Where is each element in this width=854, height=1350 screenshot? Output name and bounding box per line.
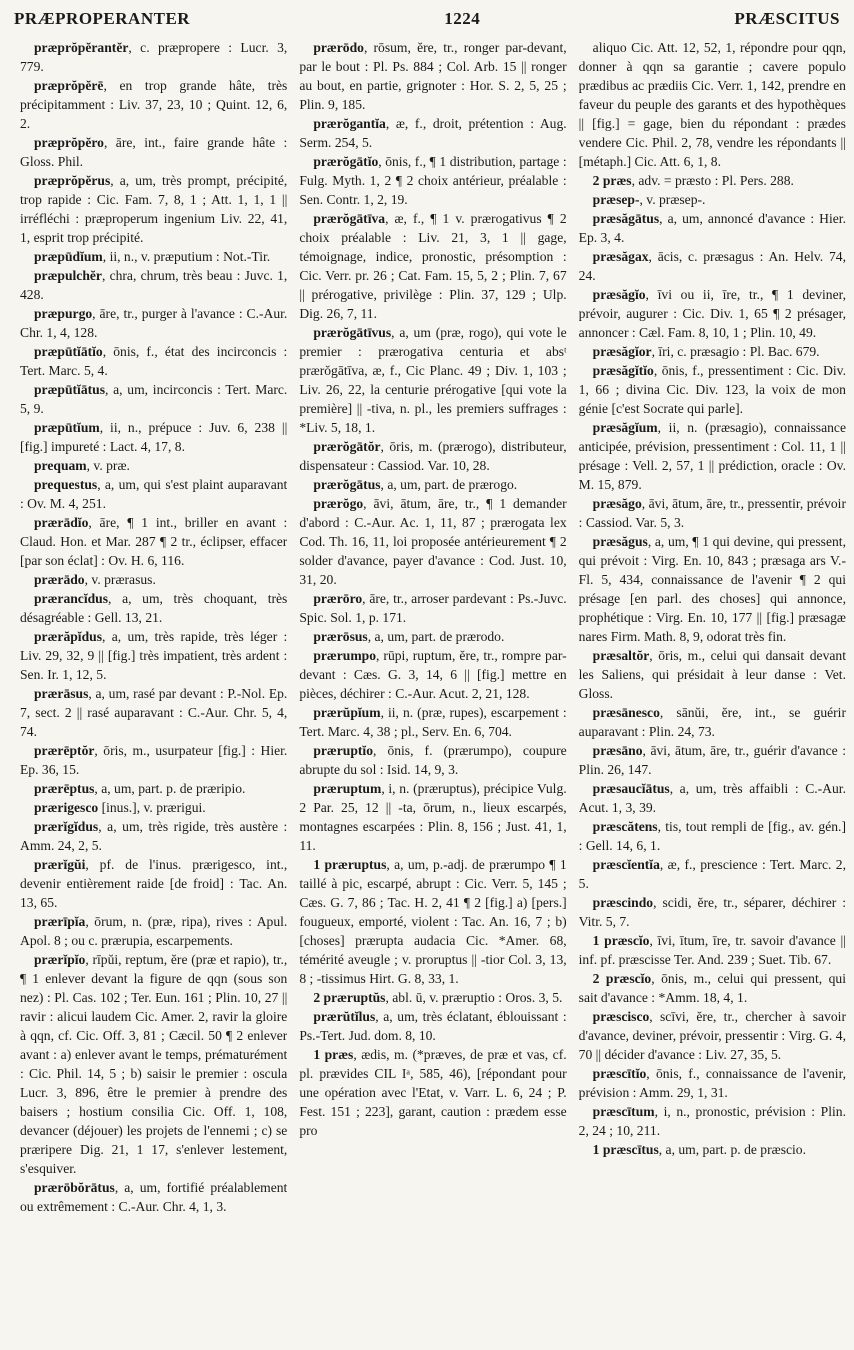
headword: præscĭentĭa xyxy=(592,857,660,872)
dictionary-entry xyxy=(299,1007,566,1045)
entry-definition: , ii, n., v. præputium : Not.-Tir. xyxy=(102,249,271,264)
entry-definition: , ōris, m., usurpateur [fig.] : Hier. Ep. 36, 15. xyxy=(20,743,288,777)
headword: 1 præs xyxy=(313,1047,354,1062)
headword: prærancĭdus xyxy=(34,591,109,606)
headword: prærīpĭa xyxy=(34,914,86,929)
headword: præsāno xyxy=(592,743,643,758)
running-head-left: PRÆPROPERANTER xyxy=(14,9,191,28)
headword: præprŏpĕrantĕr xyxy=(34,40,129,55)
entry-definition: , a, um, très choquant, très désagréable : Gell. 13, 21. xyxy=(20,591,288,625)
page-number: 1224 xyxy=(444,9,481,28)
entry-definition: , āre, ¶ 1 int., briller en avant : Claud. Hon. et Mar. 287 ¶ 2 tr., éclipser, effacer [par son éclat] : Ov. H. 6, 116. xyxy=(20,515,288,568)
entry-definition: , a, um, part. p. de præscio. xyxy=(658,1142,806,1157)
entry-definition: , v. præsep-. xyxy=(639,192,706,207)
dictionary-entry xyxy=(579,494,846,532)
headword: 1 præruptus xyxy=(313,857,387,872)
dictionary-entry xyxy=(299,779,566,855)
entry-definition: , æ, f., ¶ 1 v. prærogativus ¶ 2 choix préalable : Liv. 21, 3, 1 || gage, témoignage, indice, pronostic, présomption : Cic. Verr. pr. 26 ; Cat. Fam. 15, 5, 2 ; Plin. 7, 67 || prérogative, privilège : Plin. 37, 129 ; Ulp. Dig. 26, 7, 11. xyxy=(299,211,567,321)
headword: prærōro xyxy=(313,591,363,606)
headword: 1 præscĭo xyxy=(592,933,650,948)
headword: prærēptus xyxy=(34,781,95,796)
dictionary-entry xyxy=(20,570,287,589)
dictionary-entry xyxy=(299,988,566,1007)
headword: præprŏpĕrus xyxy=(34,173,111,188)
headword: prærăpĭdus xyxy=(34,629,102,644)
headword: prærādĭo xyxy=(34,515,89,530)
dictionary-entry xyxy=(579,703,846,741)
entry-definition: , ācis, c. præsagus : An. Helv. 74, 24. xyxy=(578,249,846,283)
dictionary-entry xyxy=(20,456,287,475)
dictionary-entry xyxy=(579,779,846,817)
entry-definition: , a, um, très éclatant, éblouissant : Ps.-Tert. Jud. dom. 8, 10. xyxy=(299,1009,567,1043)
dictionary-entry xyxy=(299,323,566,437)
entry-definition: , c. præpropere : Lucr. 3, 779. xyxy=(20,40,288,74)
entry-definition: , ōnis, f., ¶ 1 distribution, partage : Fulg. Myth. 1, 2 ¶ 2 choix antérieur, préalable : Sen. Contr. 1, 2, 19. xyxy=(299,154,567,207)
headword: prærŏgātŏr xyxy=(313,439,381,454)
dictionary-entry xyxy=(20,475,287,513)
dictionary-entry xyxy=(299,114,566,152)
entry-definition: , āvi, ātum, āre, tr., guérir d'avance : Plin. 26, 147. xyxy=(578,743,846,777)
dictionary-entry xyxy=(20,247,287,266)
entry-definition: , a, um, très prompt, précipité, trop rapide : Cic. Fam. 7, 8, 1 ; Att. 1, 1, 1 || irréfléchi : præproperum ingenium Liv. 22, 41, 1, esprit trop précipité. xyxy=(20,173,288,245)
entry-definition: , a, um, fortifié préalablement ou extrêmement : C.-Aur. Chr. 4, 1, 3. xyxy=(20,1180,288,1214)
entry-definition: , a, um, ¶ 1 qui devine, qui pressent, qui prévoit : Virg. En. 10, 843 ; præsaga ars V.-Fl. 5, 434, connaissance de l'avenir ¶ 2 qui présage [en parl. des choses] qui annonce, prophétique : Virg. En. 10, 177 || [fig.] præsagæ nares Firm. Math. 8, 9, odorat très fin. xyxy=(578,534,846,644)
dictionary-entry xyxy=(579,38,846,171)
headword: prærigesco xyxy=(34,800,99,815)
entry-definition: , rīpŭi, reptum, ĕre (præ et rapio), tr., ¶ 1 enlever devant la figure de qqn (sous son nez) : Pl. Cas. 102 ; Ter. Eun. 161 ; Plin. 10, 27 || ravir : alicui laudem Cic. Amer. 2, ravir la gloire à qqn, cf. Cic. Off. 3, 81 ; Cæcil. 50 ¶ 2 enlever avant : a) enlever avant le temps, prématurément : Cic. Phil. 14, 5 ; b) saisir le premier : oscula Lucr. 3, 896, être le premier à prendre des baisers ; hostium consilia Cic. Off. 1, 108, devancer (déjouer) les projets de l'ennemi ; c) se præripere Dig. 21, 1 17, s'enlever lestement, s'esquiver. xyxy=(20,952,288,1176)
entry-definition: , ōnis, f. (prærumpo), coupure abrupte du sol : Isid. 14, 9, 3. xyxy=(299,743,567,777)
entry-definition: , ii, n. (præsagio), connaissance anticipée, prévision, pressentiment : Col. 11, 1 || présage : Vell. 2, 57, 1 || prédiction, oracle : Ov. M. 15, 879. xyxy=(578,420,846,492)
headword: prærŏgātīva xyxy=(313,211,386,226)
dictionary-entry xyxy=(20,779,287,798)
entry-definition: , æ, f., prescience : Tert. Marc. 2, 5. xyxy=(578,857,846,891)
dictionary-entry xyxy=(20,513,287,570)
entry-definition: , i, n. (præruptus), précipice Vulg. 2 Par. 25, 12 || -ta, ōrum, n., lieux escarpés, montagnes escarpées : Plin. 8, 156 ; Just. 41, 1, 11. xyxy=(299,781,567,853)
entry-definition: , a, um, incirconcis : Tert. Marc. 5, 9. xyxy=(20,382,288,416)
entry-definition: , scīvi, ĕre, tr., chercher à savoir d'avance, deviner, prévoir, pressentir : Virg. G. 4, 70 || décider d'avance : Liv. 27, 35, 5. xyxy=(578,1009,846,1062)
headword: prequestus xyxy=(34,477,98,492)
dictionary-entry xyxy=(20,741,287,779)
dictionary-entry xyxy=(579,1007,846,1064)
entry-definition: , a, um, annoncé d'avance : Hier. Ep. 3, 4. xyxy=(578,211,846,245)
entry-definition: , a, um, très rigide, très austère : Amm. 24, 2, 5. xyxy=(20,819,288,853)
dictionary-entry xyxy=(299,646,566,703)
headword: præsăgĭtĭo xyxy=(592,363,654,378)
entry-definition: , en trop grande hâte, très précipitamment : Liv. 37, 23, 10 ; Quint. 12, 6, 2. xyxy=(20,78,288,131)
headword: præprŏpĕrē xyxy=(34,78,104,93)
headword: præsăgātus xyxy=(592,211,660,226)
entry-definition: , ōnis, f., connaissance de l'avenir, prévision : Amm. 29, 1, 31. xyxy=(578,1066,846,1100)
dictionary-entry xyxy=(20,950,287,1178)
headword: præscītum xyxy=(592,1104,655,1119)
headword: prærēptŏr xyxy=(34,743,95,758)
dictionary-entry xyxy=(20,798,287,817)
dictionary-entry xyxy=(299,152,566,209)
headword: præsep- xyxy=(592,192,640,207)
headword: prærŭtĭlus xyxy=(313,1009,376,1024)
column-right xyxy=(579,38,846,1344)
entry-definition: , adv. = præsto : Pl. Pers. 288. xyxy=(631,173,794,188)
entry-definition: , v. prærasus. xyxy=(84,572,156,587)
dictionary-entry xyxy=(20,589,287,627)
entry-definition: , a, um, qui s'est plaint auparavant : Ov. M. 4, 251. xyxy=(20,477,288,511)
dictionary-entry xyxy=(20,304,287,342)
entry-definition: , æ, f., droit, prétention : Aug. Serm. 254, 5. xyxy=(299,116,567,150)
dictionary-entry xyxy=(20,266,287,304)
entry-definition: , ōnis, f., état des incirconcis : Tert. Marc. 5, 4. xyxy=(20,344,288,378)
page-header xyxy=(14,6,840,32)
dictionary-entry xyxy=(299,741,566,779)
headword: præprŏpĕro xyxy=(34,135,104,150)
dictionary-entry xyxy=(20,627,287,684)
headword: prærŏgātĭo xyxy=(313,154,379,169)
entry-definition: , pf. de l'inus. prærigesco, int., devenir entièrement raide [de froid] : Tac. An. 13, 65. xyxy=(20,857,288,910)
dictionary-entry xyxy=(299,1045,566,1140)
column-left xyxy=(20,38,287,1344)
headword: prærōsus xyxy=(313,629,368,644)
entry-definition: , āvi, ātum, āre, tr., ¶ 1 demander d'abord : C.-Aur. Ac. 1, 11, 87 ; prærogata lex Cod. Th. 16, 11, loi proposée antérieurement ¶ 2 solder d'avance, payer d'avance : Cod. Just. 10, 31, 20. xyxy=(299,496,567,587)
dictionary-entry xyxy=(579,741,846,779)
entry-definition: , ōrum, n. (præ, ripa), rives : Apul. Apol. 8 ; ou c. prærupia, escarpements. xyxy=(20,914,288,948)
entry-definition: , īvi, ītum, īre, tr. savoir d'avance || inf. pf. præscisse Ter. And. 239 ; Suet. Tib. 67. xyxy=(578,933,846,967)
headword: prærādo xyxy=(34,572,85,587)
headword: præsăgus xyxy=(592,534,648,549)
entry-definition: , ōnis, f., pressentiment : Cic. Div. 1, 66 ; divina Cic. Div. 123, la voix de mon génie [c'est Socrate qui parle]. xyxy=(578,363,846,416)
headword: præscindo xyxy=(592,895,654,910)
dictionary-entry xyxy=(579,209,846,247)
dictionary-entry xyxy=(579,855,846,893)
entry-definition: , a, um, part. p. de præripio. xyxy=(94,781,246,796)
headword: præpurgo xyxy=(34,306,93,321)
dictionary-entry xyxy=(579,1102,846,1140)
dictionary-entry xyxy=(579,931,846,969)
column-middle xyxy=(299,38,566,1344)
dictionary-entry xyxy=(20,76,287,133)
dictionary-entry xyxy=(579,361,846,418)
entry-definition: , rōsum, ĕre, tr., ronger par-devant, par le bout : Pl. Ps. 884 ; Col. Arb. 15 || ronger au bout, en partie, grignoter : Hor. S. 2, 5, 25 ; Plin. 9, 185. xyxy=(299,40,567,112)
entry-definition: , ōnis, m., celui qui pressent, qui sait d'avance : *Amm. 18, 4, 1. xyxy=(578,971,846,1005)
entry-definition: , ii, n., prépuce : Juv. 6, 238 || [fig.] impureté : Lact. 4, 17, 8. xyxy=(20,420,288,454)
headword: 2 præruptŭs xyxy=(313,990,386,1005)
dictionary-entry xyxy=(20,38,287,76)
entry-definition: , āre, tr., arroser pardevant : Ps.-Juvc. Spic. Sol. 1, p. 171. xyxy=(299,591,567,625)
dictionary-entry xyxy=(579,893,846,931)
dictionary-entry xyxy=(579,646,846,703)
headword: prærumpo xyxy=(313,648,377,663)
dictionary-entry xyxy=(20,418,287,456)
headword: præpūtĭātĭo xyxy=(34,344,103,359)
dictionary-entry xyxy=(579,969,846,1007)
entry-definition: , sānŭi, ĕre, int., se guérir auparavant : Plin. 24, 73. xyxy=(578,705,846,739)
headword: præsaltŏr xyxy=(592,648,650,663)
dictionary-entry xyxy=(579,247,846,285)
headword: prærĭgĭdus xyxy=(34,819,99,834)
headword: prærŭpĭum xyxy=(313,705,381,720)
running-head-right: PRÆSCITUS xyxy=(734,9,840,28)
headword: 2 præscĭo xyxy=(592,971,652,986)
headword: præruptĭo xyxy=(313,743,373,758)
headword: 2 præs xyxy=(592,173,632,188)
dictionary-entry xyxy=(299,589,566,627)
headword: præpūtĭum xyxy=(34,420,100,435)
headword: 1 præscītus xyxy=(592,1142,659,1157)
dictionary-entry xyxy=(579,285,846,342)
headword: præsăgĭor xyxy=(592,344,652,359)
entry-definition: , a, um (præ, rogo), qui vote le premier : prærogativa centuria et absᵗ prærŏgātīva, æ, f., Cic Planc. 49 ; Div. 1, 103 ; Liv. 26, 22, la centurie prérogative [qui vote la première] || -tiva, n. pl., les premiers suffrages : *Liv. 5, 18, 1. xyxy=(299,325,567,435)
headword: prequam xyxy=(34,458,87,473)
dictionary-entry xyxy=(299,855,566,988)
dictionary-entry xyxy=(299,703,566,741)
entry-definition: , ōris, m. (prærogo), distributeur, dispensateur : Cassiod. Var. 10, 28. xyxy=(299,439,567,473)
dictionary-entry xyxy=(579,418,846,494)
headword: præsānesco xyxy=(592,705,660,720)
dictionary-entry xyxy=(20,684,287,741)
dictionary-entry xyxy=(579,1140,846,1159)
dictionary-entry xyxy=(20,817,287,855)
headword: prærĭgŭi xyxy=(34,857,86,872)
headword: prærŏgātīvus xyxy=(313,325,392,340)
entry-definition: , īri, c. præsagio : Pl. Bac. 679. xyxy=(651,344,820,359)
entry-definition: , ædis, m. (*præves, de præ et vas, cf. pl. prævides CIL Iᵃ, 585, 46), [répondant pour une opération avec l'Etat, v. Varr. L. 6, 24 ; P. Fest. 151 ; 223], garant, caution : prædem esse pro xyxy=(299,1047,567,1138)
entry-definition: , v. præ. xyxy=(86,458,130,473)
headword: præpulchĕr xyxy=(34,268,102,283)
dictionary-entry xyxy=(299,494,566,589)
headword: præpūdĭum xyxy=(34,249,103,264)
dictionary-entry xyxy=(299,209,566,323)
entry-definition: , rūpi, ruptum, ĕre, tr., rompre par-devant : Cæs. G. 3, 14, 6 || [fig.] mettre en pièces, déchirer : C.-Aur. Acut. 2, 21, 128. xyxy=(299,648,567,701)
entry-definition: , i, n., pronostic, prévision : Plin. 2, 24 ; 10, 211. xyxy=(578,1104,846,1138)
entry-definition: , ōris, m., celui qui dansait devant les Saliens, qui présidait à leur danse : Vet. Gloss. xyxy=(578,648,846,701)
entry-definition: , abl. ū, v. præruptio : Oros. 3, 5. xyxy=(385,990,563,1005)
dictionary-entry xyxy=(579,532,846,646)
entry-definition: , āre, int., faire grande hâte : Gloss. Phil. xyxy=(20,135,288,169)
dictionary-entry xyxy=(20,171,287,247)
headword: prærĭpĭo xyxy=(34,952,86,967)
entry-definition: , a, um, part. de prærodo. xyxy=(367,629,505,644)
dictionary-entry xyxy=(20,380,287,418)
headword: præsăgo xyxy=(592,496,642,511)
dictionary-entry xyxy=(579,171,846,190)
entry-definition: aliquo Cic. Att. 12, 52, 1, répondre pour qqn, donner à qqn sa garantie ; cavere populo prædibus ac prædiis Cic. Verr. 1, 142, prendre en faveur du peuple des garants et des hypothèques || [fig.] = gage, bien du répondant : prædes vendere Cic. Phil. 2, 78, vendre les répondants || [métaph.] Cic. Att. 6, 1, 8. xyxy=(578,40,846,169)
entry-definition: , a, um, très rapide, très léger : Liv. 29, 32, 9 || [fig.] très impatient, très ardent : Sen. Ir. 1, 12, 5. xyxy=(20,629,288,682)
dictionary-entry xyxy=(299,38,566,114)
headword: prærōdo xyxy=(313,40,364,55)
dictionary-entry xyxy=(20,1178,287,1216)
text-columns xyxy=(20,38,846,1344)
headword: prærōbŏrātus xyxy=(34,1180,115,1195)
headword: præsăgax xyxy=(592,249,649,264)
dictionary-entry xyxy=(579,1064,846,1102)
dictionary-entry xyxy=(579,190,846,209)
headword: prærŏgo xyxy=(313,496,364,511)
dictionary-entry xyxy=(20,912,287,950)
headword: prærāsus xyxy=(34,686,89,701)
entry-definition: , īvi ou ii, īre, tr., ¶ 1 deviner, prévoir, augurer : Cic. Div. 1, 65 ¶ 2 présager, annoncer : Cæl. Fam. 8, 10, 1 ; Plin. 10, 49. xyxy=(578,287,846,340)
entry-definition: , ii, n. (præ, rupes), escarpement : Tert. Marc. 4, 38 ; pl., Serv. En. 6, 704. xyxy=(299,705,567,739)
entry-definition: , a, um, part. de prærogo. xyxy=(380,477,518,492)
dictionary-entry xyxy=(299,437,566,475)
headword: præscătens xyxy=(592,819,658,834)
headword: præsăgĭum xyxy=(592,420,658,435)
entry-definition: , tis, tout rempli de [fig., av. gén.] : Gell. 14, 6, 1. xyxy=(578,819,846,853)
dictionary-entry xyxy=(20,342,287,380)
dictionary-entry xyxy=(20,133,287,171)
headword: præsaucĭātus xyxy=(592,781,670,796)
entry-definition: , a, um, rasé par devant : P.-Nol. Ep. 7, sect. 2 || rasé auparavant : C.-Aur. Chr. 5, 4, 74. xyxy=(20,686,288,739)
entry-definition: , āvi, ātum, āre, tr., pressentir, prévoir : Cassiod. Var. 5, 3. xyxy=(578,496,846,530)
dictionary-entry xyxy=(299,627,566,646)
entry-definition: , āre, tr., purger à l'avance : C.-Aur. Chr. 1, 4, 128. xyxy=(20,306,288,340)
entry-definition: , a, um, très affaibli : C.-Aur. Acut. 1, 3, 39. xyxy=(578,781,846,815)
headword: præsăgĭo xyxy=(592,287,646,302)
entry-definition: , a, um, p.-adj. de prærumpo ¶ 1 taillé à pic, escarpé, abrupt : Cic. Verr. 5, 145 ; Cæs. G. 7, 86 ; Tac. H. 2, 41 ¶ 2 [fig.] a) [pers.] fougueux, emporté, violent : Tac. An. 16, 7 ; b) [choses] prærupta audacia Cic. *Amer. 68, témérité aveugle ; v. proruptus || -tior Col. 3, 13, 8 ; -tissimus Hirt. G. 8, 33, 1. xyxy=(299,857,567,986)
dictionary-entry xyxy=(579,342,846,361)
headword: præscītĭo xyxy=(592,1066,647,1081)
dictionary-entry xyxy=(579,817,846,855)
headword: prærŏgantĭa xyxy=(313,116,386,131)
headword: prærŏgātus xyxy=(313,477,381,492)
dictionary-entry xyxy=(299,475,566,494)
entry-definition: , scidi, ĕre, tr., séparer, déchirer : Vitr. 5, 7. xyxy=(578,895,846,929)
dictionary-entry xyxy=(20,855,287,912)
headword: præruptum xyxy=(313,781,382,796)
entry-definition: [inus.], v. prærigui. xyxy=(98,800,206,815)
headword: præpūtĭātus xyxy=(34,382,106,397)
headword: præscisco xyxy=(592,1009,650,1024)
entry-definition: , chra, chrum, très beau : Juvc. 1, 428. xyxy=(20,268,288,302)
